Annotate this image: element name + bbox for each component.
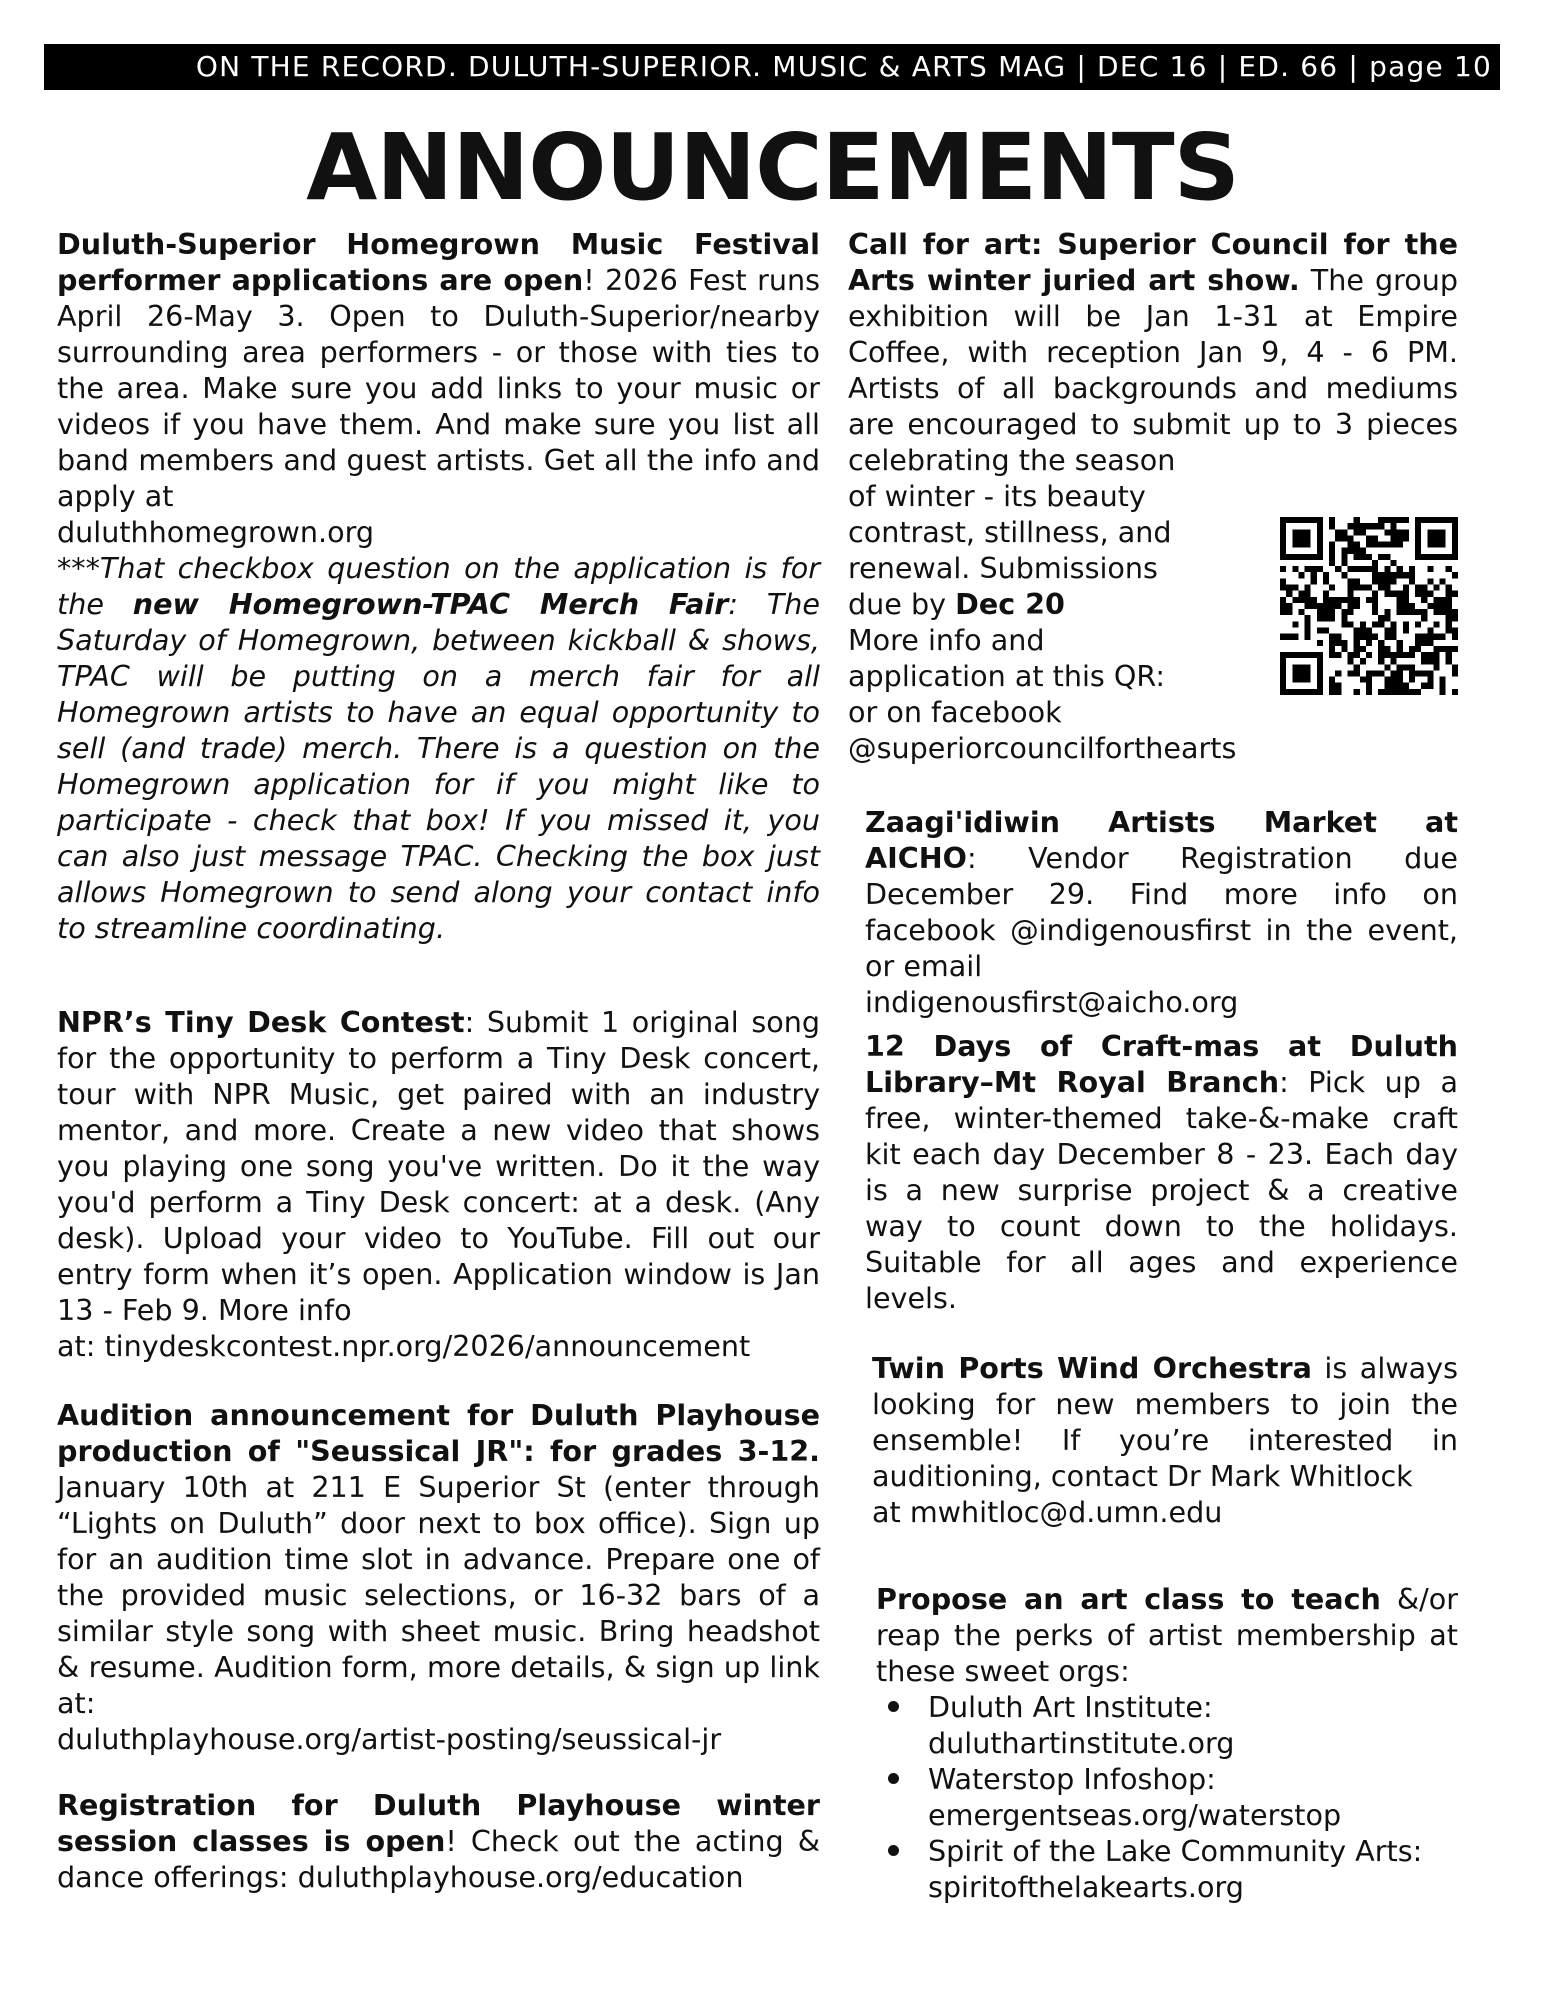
list-item bbox=[876, 1833, 1486, 1905]
craftmas-announcement bbox=[865, 1028, 1458, 1316]
tiny-desk-announcement bbox=[57, 1004, 820, 1364]
playhouse-classes-title: Registration for Duluth Playhouse winter session classes is open bbox=[57, 1788, 820, 1858]
wind-orchestra-body: is always looking for new members to join the ensemble! If you’re interested in auditioning, contact Dr Mark Whitlock bbox=[872, 1351, 1458, 1493]
org-link[interactable]: duluthartinstitute.org bbox=[928, 1726, 1235, 1760]
wind-orchestra-announcement bbox=[872, 1350, 1458, 1530]
call-for-art-more: More info and bbox=[848, 623, 1045, 657]
seussical-link[interactable]: duluthplayhouse.org/artist-posting/seussical-jr bbox=[57, 1722, 722, 1756]
homegrown-link[interactable]: duluthhomegrown.org bbox=[57, 515, 375, 549]
org-name: Duluth Art Institute: bbox=[928, 1690, 1213, 1724]
call-for-art-more: application at this QR: bbox=[848, 659, 1166, 693]
list-item bbox=[876, 1689, 1486, 1761]
tiny-desk-title: NPR’s Tiny Desk Contest bbox=[57, 1005, 465, 1039]
call-for-art-line: contrast, stillness, and bbox=[848, 515, 1172, 549]
seussical-body: January 10th at 211 E Superior St (enter through “Lights on Duluth” door next to box office). Sign up for an audition time slot in advance. Prepare one of the provided music selections, or 16-32 bars of a similar style song with sheet music. Bring headshot & resume. Audition form, more details, & sign up link at: bbox=[57, 1470, 820, 1720]
homegrown-announcement bbox=[57, 226, 820, 946]
merch-fair-note bbox=[57, 551, 820, 945]
facebook-handle[interactable]: @superiorcouncilforthearts bbox=[848, 731, 1237, 765]
zaagi-body: : Vendor Registration due December 29. Find more info on facebook @indigenousfirst in the event, or email bbox=[865, 841, 1458, 983]
call-for-art-line: renewal. Submissions bbox=[848, 551, 1158, 585]
zaagi-link[interactable]: indigenousfirst@aicho.org bbox=[865, 985, 1239, 1019]
running-header bbox=[44, 44, 1500, 90]
zaagi-title: Zaagi'idiwin Artists Market at AICHO bbox=[865, 805, 1458, 875]
merch-fair-body: : The Saturday of Homegrown, between kickball & shows, TPAC will be putting on a merch fair for all Homegrown artists to have an equal opportunity to sell (and trade) merch. There is a question on the Homegrown application for if you might like to participate - check that box! If you missed it, you can also just message TPAC. Checking the box just allows Homegrown to send along your contact info to streamline coordinating. bbox=[57, 587, 821, 945]
running-head-text: ON THE RECORD. DULUTH-SUPERIOR. MUSIC & ARTS MAG | DEC 16 | ED. 66 | page 10 bbox=[195, 50, 1492, 83]
tiny-desk-body: : Submit 1 original song for the opportunity to perform a Tiny Desk concert, tour with NPR Music, get paired with an industry mentor, and more. Create a new video that shows you playing one song you've written. Do it the way you'd perform a Tiny Desk concert: at a desk. (Any desk). Upload your video to YouTube. Fill out our entry form when it’s open. Application window is Jan 13 - Feb 9. More info bbox=[57, 1005, 820, 1327]
list-item bbox=[876, 1761, 1486, 1833]
playhouse-classes-announcement bbox=[57, 1787, 820, 1895]
craftmas-body: : Pick up a free, winter-themed take-&-make craft kit each day December 8 - 23. Each day is a new surprise project & a creative way to count down to the holidays. Suitable for all ages and experience levels. bbox=[865, 1065, 1458, 1315]
merch-fair-title: new Homegrown-TPAC Merch Fair bbox=[132, 587, 729, 621]
call-for-art-title: Call for art: Superior Council for the Arts winter juried art show. bbox=[848, 227, 1458, 297]
wind-orchestra-link[interactable]: at mwhitloc@d.umn.edu bbox=[872, 1495, 1223, 1529]
craftmas-title: 12 Days of Craft-mas at Duluth Library–Mt Royal Branch bbox=[865, 1029, 1458, 1099]
org-name: Waterstop Infoshop: bbox=[928, 1762, 1216, 1796]
homegrown-body: ! 2026 Fest runs April 26-May 3. Open to Duluth-Superior/nearby surrounding area performers - or those with ties to the area. Make sure you add links to your music or videos if you have them. And make sure you list all band members and guest artists. Get all the info and apply at bbox=[57, 263, 820, 513]
call-for-art-line: of winter - its beauty bbox=[848, 479, 1146, 513]
org-link[interactable]: emergentseas.org/waterstop bbox=[928, 1798, 1342, 1832]
art-class-title: Propose an art class to teach bbox=[876, 1582, 1381, 1616]
wind-orchestra-title: Twin Ports Wind Orchestra bbox=[872, 1351, 1312, 1385]
due-prefix: due by bbox=[848, 587, 956, 621]
playhouse-classes-body: ! Check out the acting & dance offerings: duluthplayhouse.org/education bbox=[57, 1824, 821, 1894]
org-list bbox=[876, 1689, 1486, 1905]
seussical-title: Audition announcement for Duluth Playhouse production of "Seussical JR": for grades 3-12. bbox=[57, 1398, 820, 1468]
page-title: ANNOUNCEMENTS bbox=[306, 114, 1239, 221]
art-class-body: &/or reap the perks of artist membership at these sweet orgs: bbox=[876, 1582, 1458, 1688]
org-link[interactable]: spiritofthelakearts.org bbox=[928, 1870, 1244, 1904]
org-name: Spirit of the Lake Community Arts: bbox=[928, 1834, 1423, 1868]
due-date: Dec 20 bbox=[955, 587, 1065, 621]
qr-code-icon[interactable] bbox=[1280, 517, 1458, 695]
seussical-announcement bbox=[57, 1397, 820, 1757]
art-class-intro bbox=[876, 1581, 1458, 1689]
merch-fair-intro: ***That checkbox question on the application is for the bbox=[57, 551, 820, 621]
tiny-desk-link[interactable]: at: tinydeskcontest.npr.org/2026/announcement bbox=[57, 1329, 751, 1363]
call-for-art-more: or on facebook bbox=[848, 695, 1062, 729]
art-class-announcement bbox=[876, 1581, 1486, 1905]
zaagi-announcement bbox=[865, 804, 1458, 1020]
call-for-art-body: The group exhibition will be Jan 1-31 at Empire Coffee, with reception Jan 9, 4 - 6 PM. Artists of all backgrounds and mediums are encouraged to submit up to 3 pieces celebrating the season bbox=[848, 263, 1458, 477]
homegrown-title: Duluth-Superior Homegrown Music Festival performer applications are open bbox=[57, 227, 820, 297]
